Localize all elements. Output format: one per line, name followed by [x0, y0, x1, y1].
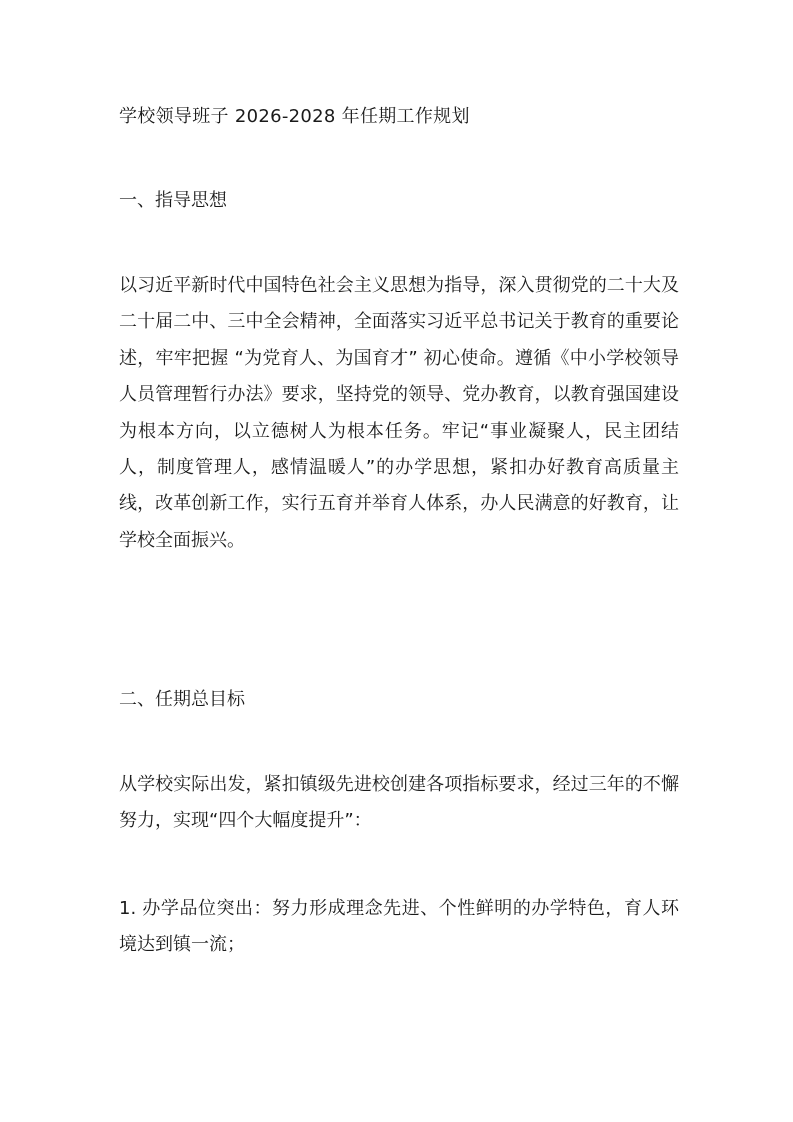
section-heading-overall-goal: 二、任期总目标	[119, 689, 245, 710]
list-item-goal-1: 1. 办学品位突出：努力形成理念先进、个性鲜明的办学特色，育人环境达到镇一流；	[119, 898, 679, 956]
section-heading-guiding-ideology: 一、指导思想	[119, 190, 227, 211]
section-paragraph-overall-goal: 从学校实际出发，紧扣镇级先进校创建各项指标要求，经过三年的不懈努力，实现“四个大幅度提升”：	[119, 774, 679, 832]
section-paragraph-guiding-ideology: 以习近平新时代中国特色社会主义思想为指导，深入贯彻党的二十大及二十届二中、三中全会精神，全面落实习近平总书记关于教育的重要论述，牢牢把握 “为党育人、为国育才” 初心使命。遵循《中小学校领导人员管理暂行办法》要求，坚持党的领导、党办教育，以教育强国建设为根本方向，以立德树人为根本任务。牢记“事业凝聚人，民主团结人，制度管理人，感情温暖人”的办学思想，紧扣办好教育高质量主线，改革创新工作，实行五育并举育人体系，办人民满意的好教育，让学校全面振兴。	[119, 275, 679, 551]
document-title: 学校领导班子 2026-2028 年任期工作规划	[119, 106, 470, 127]
